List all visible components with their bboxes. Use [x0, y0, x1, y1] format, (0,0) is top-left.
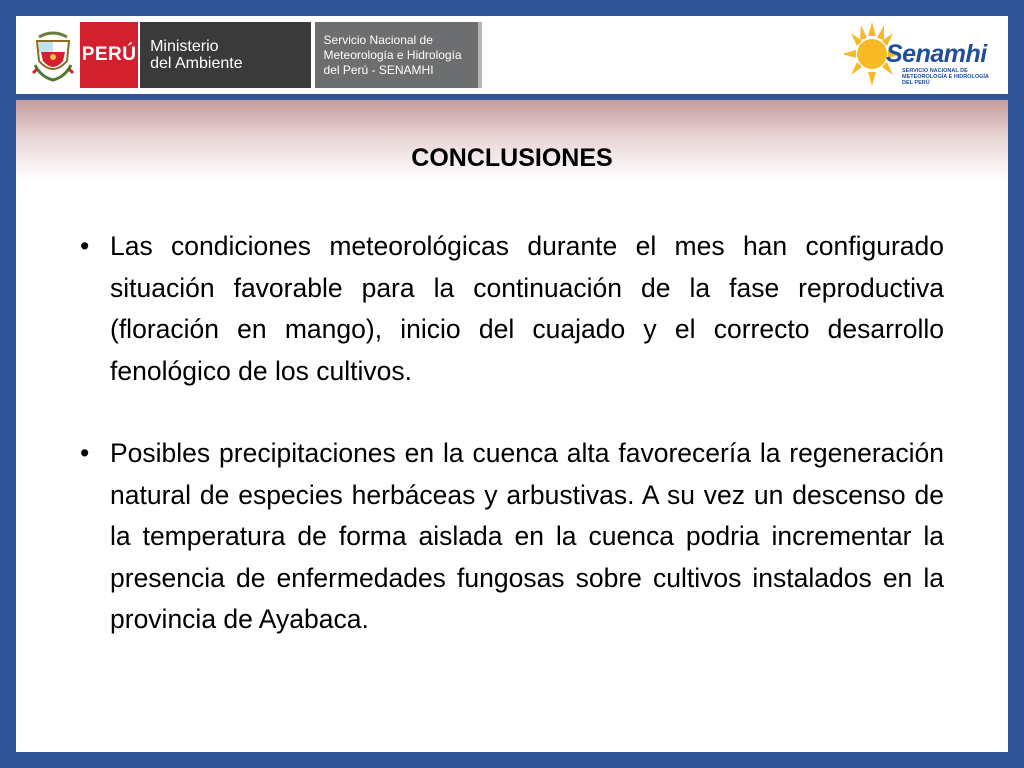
- slide: [16, 16, 1008, 752]
- bullet-text: Posibles precipitaciones en la cuenca alta favorecería la regeneración natural de especies herbáceas y arbustivas. A su vez un descenso de la temperatura de forma aislada en la cuenca podria incrementar la presencia de enfermedades fungosas sobre cultivos instalados en la provincia de Ayabaca.: [110, 438, 944, 634]
- ministerio-line-2: del Ambiente: [150, 55, 243, 72]
- list-item: [80, 433, 944, 641]
- conclusions-list: [80, 226, 944, 682]
- senamhi-gov-line-2: Meteorología e Hidrología: [323, 47, 462, 62]
- senamhi-logo-word: Senamhi: [886, 40, 987, 68]
- senamhi-logo-subtitle: SERVICIO NACIONAL DE METEOROLOGÍA E HIDROLOGÍA DEL PERÚ: [902, 68, 989, 86]
- list-item: [80, 226, 944, 392]
- senamhi-logo: [844, 20, 994, 90]
- ministerio-line-1: Ministerio: [150, 38, 219, 55]
- ministerio-label: [138, 22, 310, 88]
- peru-label: PERÚ: [80, 22, 138, 88]
- senamhi-gov-line-1: Servicio Nacional de: [323, 32, 433, 47]
- bullet-text: Las condiciones meteorológicas durante el mes han configurado situación favorable para la continuación de la fase reproductiva (floración en mango), inicio del cuajado y el correcto desarrollo fenológico de los cultivos.: [110, 231, 944, 386]
- page-title: CONCLUSIONES: [411, 144, 613, 172]
- bullet-icon: •: [80, 438, 90, 468]
- peru-crest-icon: [26, 22, 80, 88]
- logo-edge: [478, 22, 482, 88]
- bullet-icon: •: [80, 231, 90, 261]
- header: [16, 16, 1008, 94]
- government-logo: [26, 22, 482, 88]
- senamhi-gov-line-3: del Perú - SENAMHI: [323, 62, 434, 77]
- senamhi-gov-label: [311, 22, 479, 88]
